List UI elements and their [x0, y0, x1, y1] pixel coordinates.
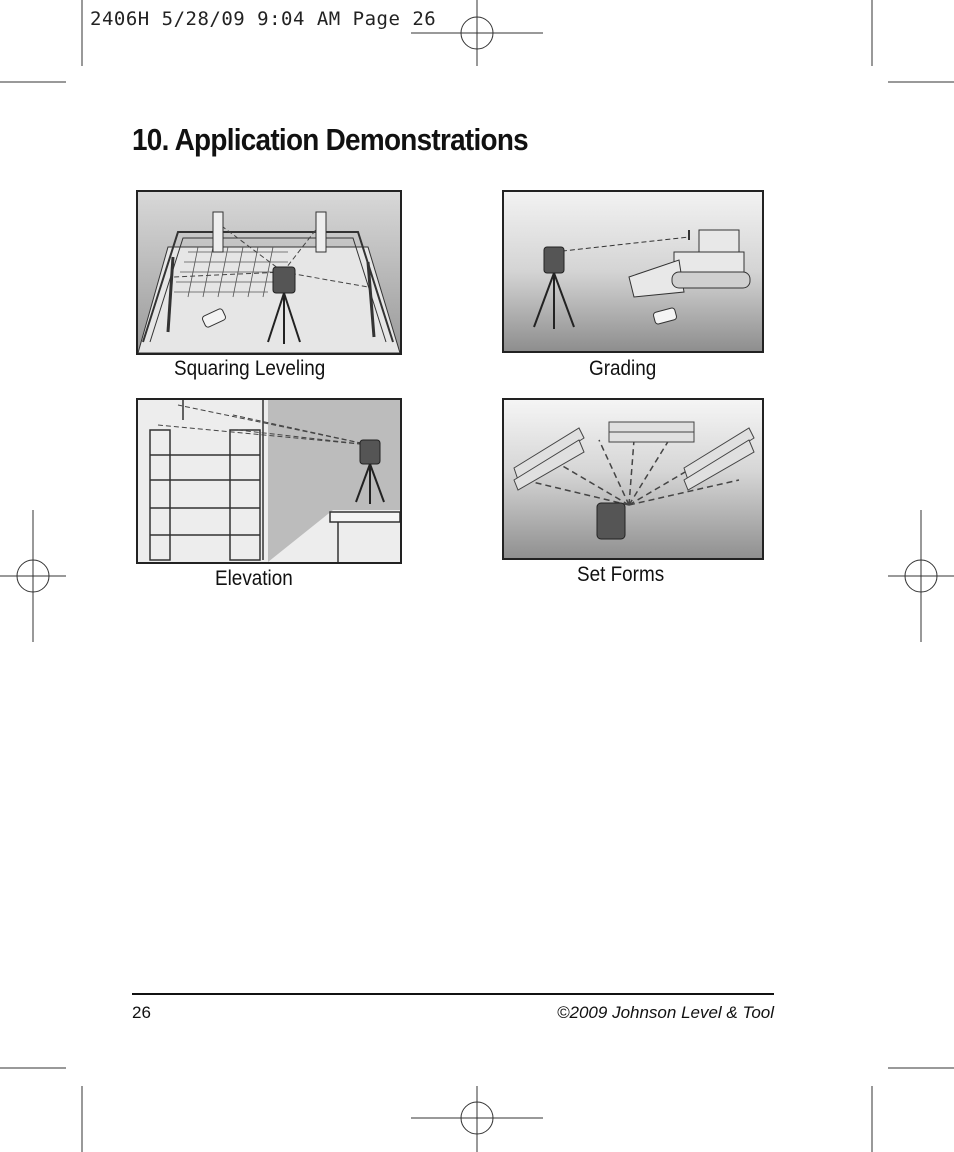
- print-slug: 2406H 5/28/09 9:04 AM Page 26: [90, 8, 437, 30]
- footer-rule: [132, 993, 774, 995]
- page-number: 26: [132, 1003, 151, 1022]
- caption-elevation: Elevation: [215, 567, 293, 590]
- elevation-illustration: [136, 398, 402, 564]
- squaring-leveling-illustration: [136, 190, 402, 355]
- page-title: 10. Application Demonstrations: [132, 122, 528, 157]
- caption-grading: Grading: [589, 357, 657, 380]
- set-forms-illustration: [502, 398, 764, 560]
- caption-set-forms: Set Forms: [577, 563, 665, 586]
- grading-illustration: [502, 190, 764, 353]
- caption-squaring-leveling: Squaring Leveling: [174, 357, 326, 380]
- copyright-notice: ©2009 Johnson Level & Tool: [557, 1003, 774, 1022]
